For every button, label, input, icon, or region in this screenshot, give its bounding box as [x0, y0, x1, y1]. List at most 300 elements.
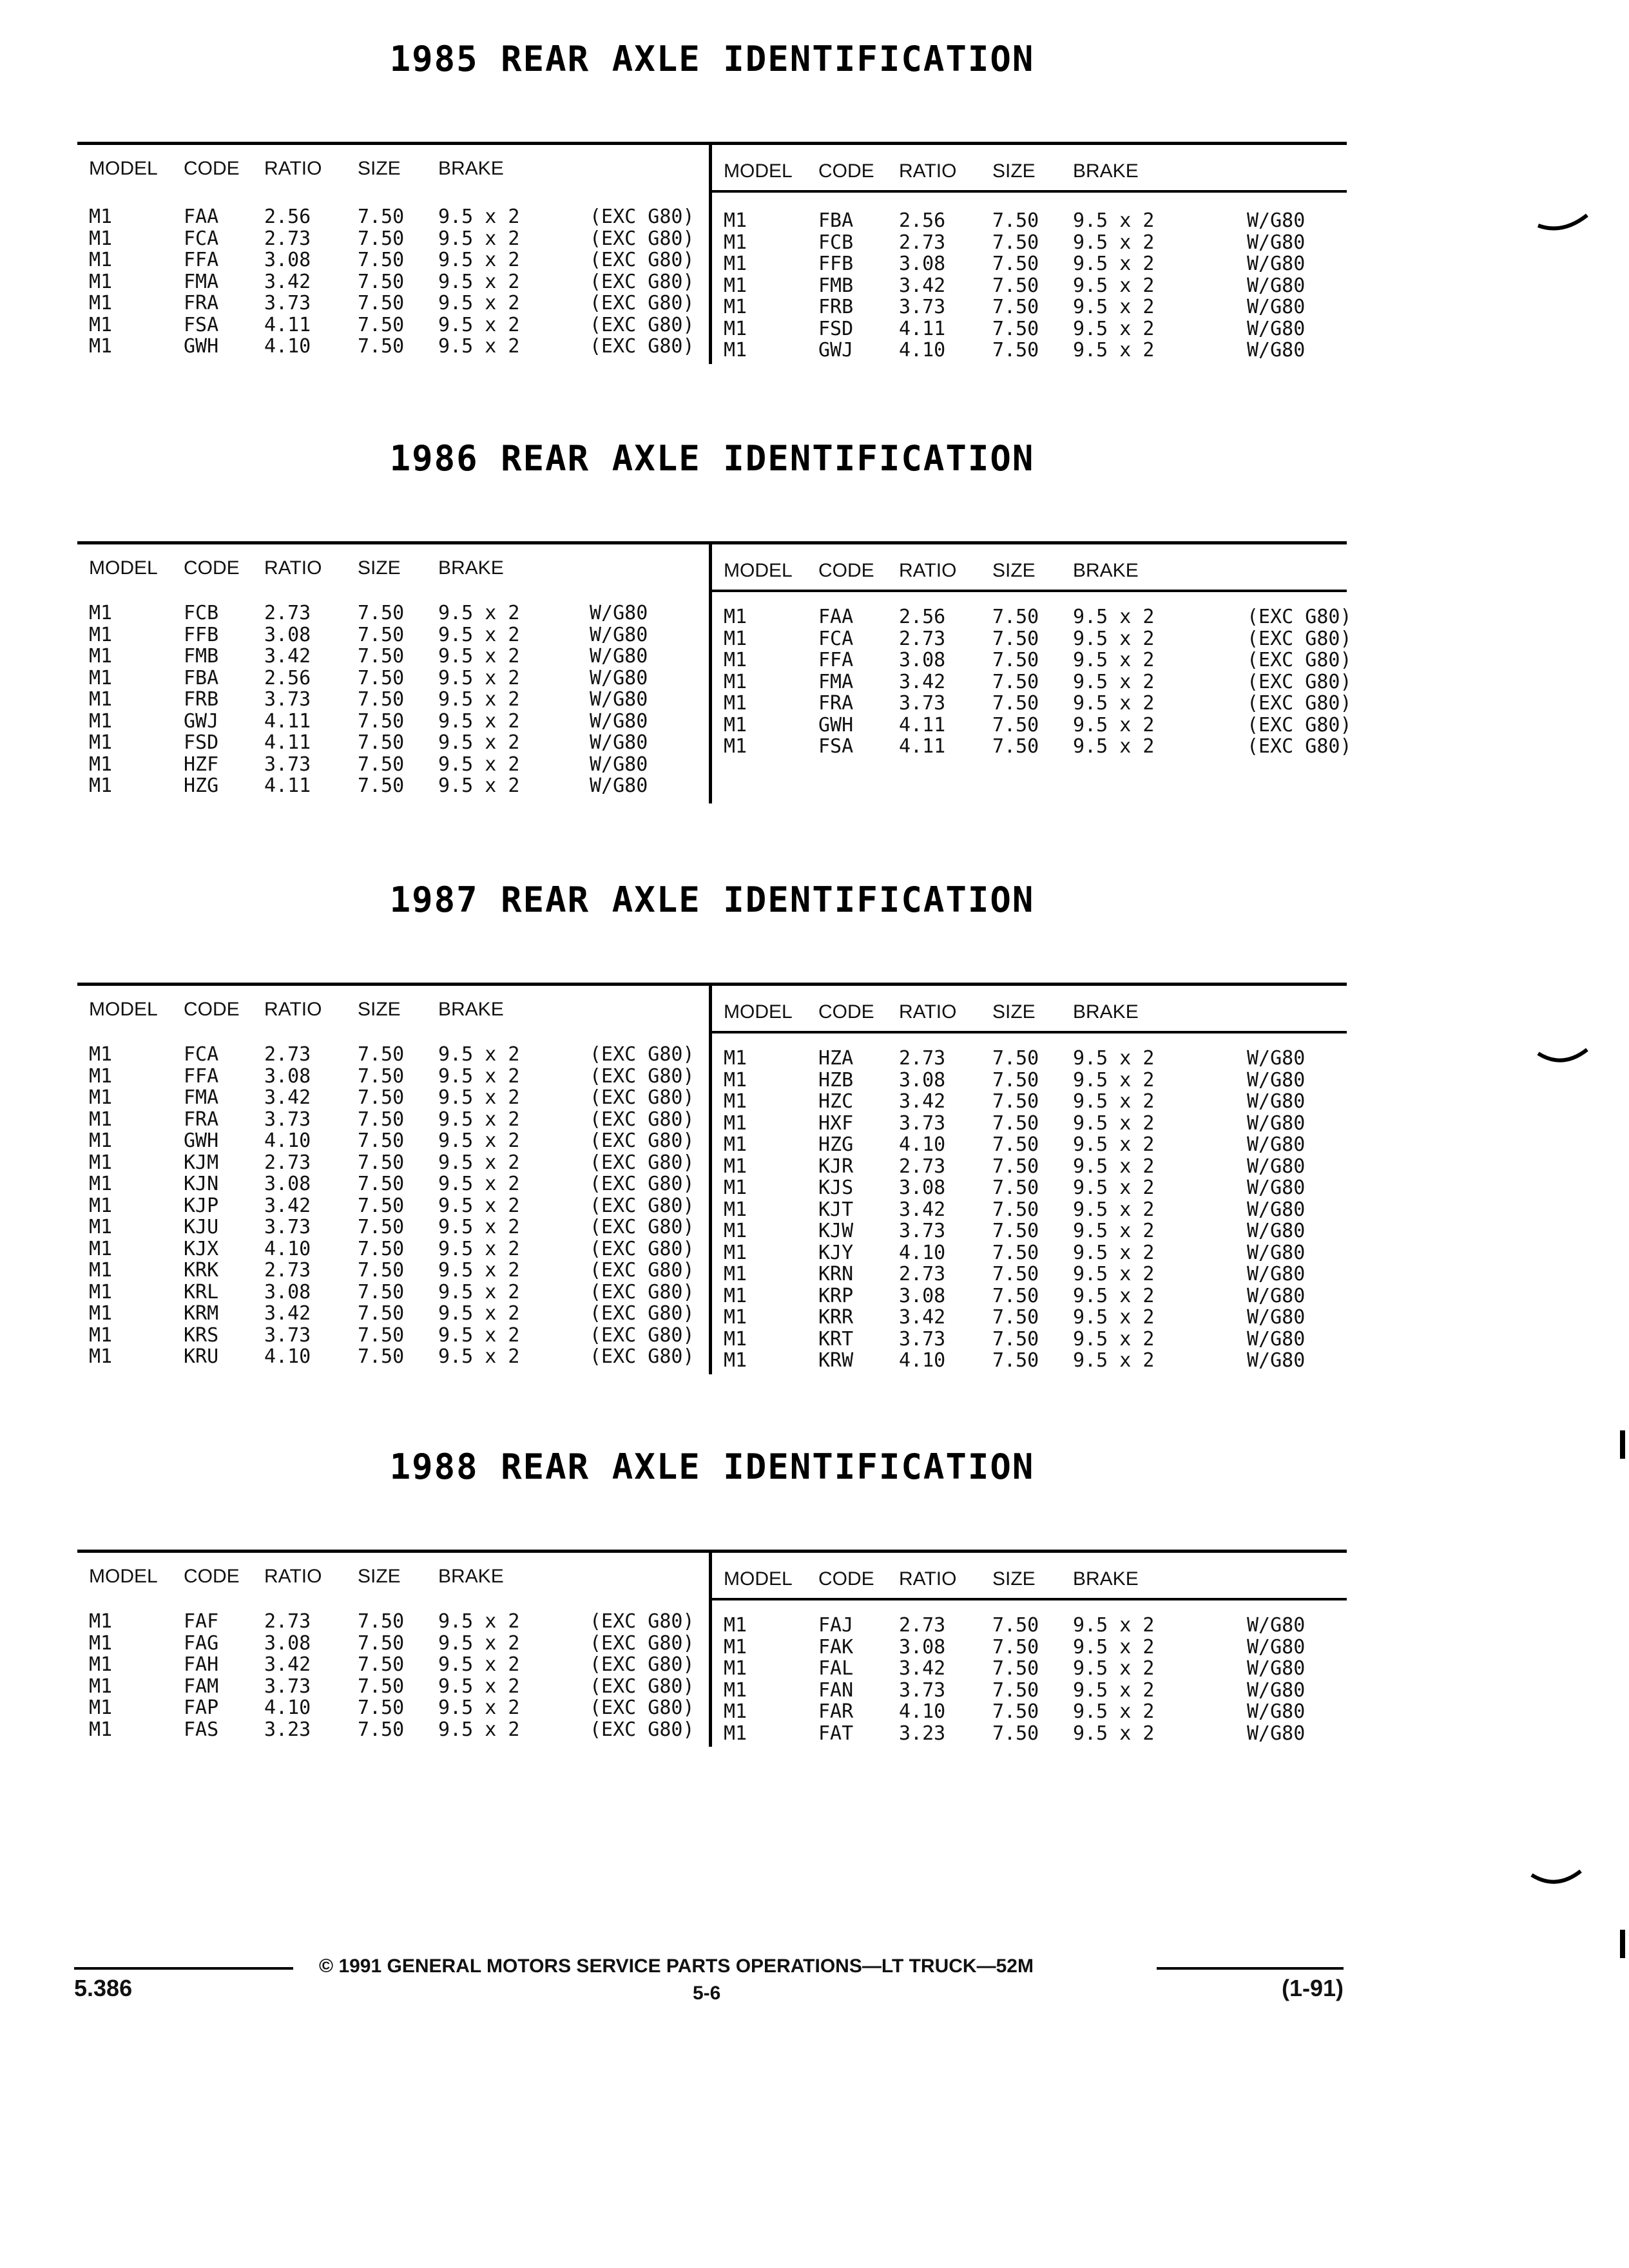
cell-note: (EXC G80): [590, 270, 695, 293]
cell-note: (EXC G80): [590, 249, 695, 271]
cell-note: (EXC G80): [590, 1323, 695, 1347]
cell-ratio: 2.73: [899, 231, 946, 254]
cell-ratio: 3.42: [264, 270, 311, 293]
cell-ratio: 4.10: [264, 1129, 311, 1152]
cell-size: 7.50: [358, 1302, 405, 1325]
header-size: SIZE: [992, 1568, 1036, 1590]
cell-model: M1: [724, 606, 747, 628]
table-row: [77, 1633, 706, 1654]
cell-size: 7.50: [358, 1610, 405, 1633]
cell-code: KRU: [184, 1345, 219, 1368]
table-row: [77, 1346, 706, 1367]
cell-size: 7.50: [992, 1722, 1039, 1745]
cell-brake: 9.5 x 2: [438, 753, 520, 776]
cell-ratio: 4.11: [264, 731, 311, 754]
cell-code: FSD: [818, 317, 854, 340]
cell-size: 7.50: [358, 206, 405, 228]
cell-ratio: 3.23: [264, 1718, 311, 1741]
cell-ratio: 2.73: [264, 1151, 311, 1174]
table-row: [77, 711, 706, 732]
cell-ratio: 4.10: [264, 1237, 311, 1260]
table-row: [712, 606, 1352, 628]
table-row: [77, 249, 706, 271]
header-brake: BRAKE: [1073, 1001, 1139, 1023]
cell-code: FMA: [818, 670, 854, 693]
table-row: [77, 1195, 706, 1216]
cell-brake: 9.5 x 2: [1073, 1068, 1155, 1091]
header-size: SIZE: [992, 1001, 1036, 1023]
cell-model: M1: [724, 274, 747, 297]
cell-note: W/G80: [590, 753, 648, 776]
cell-brake: 9.5 x 2: [1073, 735, 1155, 758]
cell-code: KJW: [818, 1220, 854, 1242]
cell-model: M1: [89, 1064, 113, 1088]
header-size: SIZE: [992, 160, 1036, 182]
header-code: CODE: [818, 1001, 874, 1023]
cell-size: 7.50: [358, 688, 405, 711]
cell-size: 7.50: [358, 709, 405, 733]
cell-ratio: 4.11: [899, 735, 946, 758]
cell-size: 7.50: [992, 1700, 1039, 1723]
cell-code: FAL: [818, 1657, 854, 1680]
cell-model: M1: [724, 1241, 747, 1264]
cell-note: (EXC G80): [590, 1610, 695, 1633]
cell-note: W/G80: [1247, 231, 1306, 254]
table-header: [77, 557, 706, 586]
table-row: [712, 1285, 1340, 1307]
cell-note: W/G80: [1247, 209, 1306, 232]
cell-model: M1: [724, 1177, 747, 1199]
cell-code: FFA: [818, 649, 854, 671]
cell-note: W/G80: [1247, 1349, 1306, 1372]
table-row: [712, 1070, 1340, 1091]
cell-size: 7.50: [358, 1216, 405, 1238]
cell-model: M1: [724, 1349, 747, 1372]
cell-code: FAG: [184, 1631, 219, 1655]
table-row: [77, 668, 706, 689]
cell-code: KJN: [184, 1173, 219, 1195]
cell-model: M1: [724, 339, 747, 361]
cell-ratio: 2.73: [264, 1259, 311, 1282]
cell-note: W/G80: [1247, 1198, 1306, 1221]
table-right-half: [712, 1446, 1340, 1769]
header-model: MODEL: [724, 1568, 793, 1590]
cell-code: FAP: [184, 1696, 219, 1719]
cell-brake: 9.5 x 2: [1073, 1111, 1155, 1135]
table-row: [712, 1723, 1340, 1744]
cell-model: M1: [89, 688, 113, 711]
cell-ratio: 3.08: [899, 1177, 946, 1199]
cell-model: M1: [724, 670, 747, 693]
cell-model: M1: [89, 1086, 113, 1109]
table-row: [77, 754, 706, 775]
header-brake: BRAKE: [1073, 160, 1139, 182]
table-row: [77, 646, 706, 667]
cell-brake: 9.5 x 2: [438, 666, 520, 689]
cell-brake: 9.5 x 2: [1073, 1177, 1155, 1199]
cell-note: W/G80: [1247, 1284, 1306, 1307]
cell-code: FRB: [184, 688, 219, 711]
copyright-text: © 1991 GENERAL MOTORS SERVICE PARTS OPERATIONS—LT TRUCK—52M: [319, 1956, 1034, 1977]
cell-ratio: 3.42: [264, 1653, 311, 1676]
header-code: CODE: [184, 999, 240, 1020]
cell-code: FSA: [184, 313, 219, 336]
cell-model: M1: [724, 1220, 747, 1242]
cell-note: (EXC G80): [1247, 606, 1352, 628]
cell-model: M1: [89, 206, 113, 228]
table-row: [77, 602, 706, 624]
table-row: [77, 271, 706, 293]
table-row: [712, 253, 1340, 274]
cell-size: 7.50: [358, 602, 405, 624]
cell-note: W/G80: [1247, 1327, 1306, 1350]
cell-model: M1: [89, 1280, 113, 1303]
cell-ratio: 3.08: [264, 1631, 311, 1655]
cell-model: M1: [89, 709, 113, 733]
cell-size: 7.50: [358, 666, 405, 689]
cell-model: M1: [724, 1111, 747, 1135]
cell-model: M1: [724, 209, 747, 232]
table-row: [77, 228, 706, 249]
table-row: [77, 624, 706, 646]
cell-size: 7.50: [358, 1259, 405, 1282]
cell-size: 7.50: [992, 1198, 1039, 1221]
table-header: [712, 1568, 1340, 1597]
table-left-half: [77, 879, 706, 1389]
cell-size: 7.50: [992, 1263, 1039, 1285]
cell-code: FFB: [184, 623, 219, 646]
cell-brake: 9.5 x 2: [1073, 1678, 1155, 1702]
cell-model: M1: [89, 1194, 113, 1217]
cell-note: (EXC G80): [1247, 692, 1352, 715]
cell-brake: 9.5 x 2: [1073, 253, 1155, 275]
header-ratio: RATIO: [264, 1566, 322, 1587]
table-row: [77, 1719, 706, 1740]
cell-size: 7.50: [358, 1086, 405, 1109]
header-size: SIZE: [358, 557, 401, 579]
cell-model: M1: [89, 335, 113, 358]
cell-size: 7.50: [358, 1280, 405, 1303]
header-model: MODEL: [724, 1001, 793, 1023]
cell-ratio: 3.08: [264, 1064, 311, 1088]
header-code: CODE: [818, 1568, 874, 1590]
table-row: [712, 649, 1352, 671]
cell-size: 7.50: [992, 339, 1039, 361]
cell-size: 7.50: [358, 1151, 405, 1174]
header-code: CODE: [818, 560, 874, 581]
header-size: SIZE: [358, 1566, 401, 1587]
cell-model: M1: [724, 296, 747, 318]
cell-note: (EXC G80): [590, 313, 695, 336]
cell-size: 7.50: [358, 249, 405, 271]
cell-note: W/G80: [590, 666, 648, 689]
cell-ratio: 3.08: [899, 1284, 946, 1307]
table-row: [712, 735, 1352, 758]
table-row: [712, 670, 1352, 693]
cell-brake: 9.5 x 2: [438, 1302, 520, 1325]
cell-note: (EXC G80): [590, 1696, 695, 1719]
cell-size: 7.50: [992, 1327, 1039, 1350]
cell-ratio: 3.73: [899, 692, 946, 715]
cell-ratio: 3.42: [264, 1194, 311, 1217]
cell-note: (EXC G80): [590, 1345, 695, 1368]
cell-note: (EXC G80): [1247, 735, 1352, 758]
table-row: [77, 732, 706, 753]
table-row: [77, 1611, 706, 1632]
cell-model: M1: [724, 692, 747, 715]
cell-ratio: 2.73: [899, 1263, 946, 1285]
cell-note: W/G80: [1247, 339, 1306, 361]
cell-code: FFB: [818, 253, 854, 275]
table-row: [712, 692, 1352, 715]
cell-ratio: 2.73: [264, 1043, 311, 1066]
header-code: CODE: [818, 160, 874, 182]
cell-code: KRR: [818, 1306, 854, 1329]
cell-brake: 9.5 x 2: [438, 1173, 520, 1195]
cell-note: W/G80: [1247, 1614, 1306, 1637]
cell-brake: 9.5 x 2: [1073, 1263, 1155, 1285]
cell-model: M1: [724, 253, 747, 275]
cell-model: M1: [89, 1151, 113, 1174]
cell-code: KRK: [184, 1259, 219, 1282]
cell-size: 7.50: [358, 1173, 405, 1195]
table-row: [77, 1130, 706, 1151]
section-title: 1988 REAR AXLE IDENTIFICATION: [389, 1446, 1035, 1487]
cell-ratio: 4.11: [264, 709, 311, 733]
table-row: [77, 336, 706, 357]
cell-note: (EXC G80): [590, 1173, 695, 1195]
table-row: [77, 314, 706, 336]
table-row: [77, 1325, 706, 1346]
cell-code: KJR: [818, 1155, 854, 1178]
cell-note: W/G80: [1247, 1306, 1306, 1329]
table-right-half: [712, 879, 1340, 1389]
cell-code: FMB: [818, 274, 854, 297]
cell-note: W/G80: [1247, 1635, 1306, 1658]
cell-code: FRA: [184, 292, 219, 314]
table-row: [77, 1238, 706, 1260]
cell-code: KRW: [818, 1349, 854, 1372]
cell-ratio: 3.42: [264, 1086, 311, 1109]
cell-brake: 9.5 x 2: [438, 1129, 520, 1152]
cell-size: 7.50: [358, 753, 405, 776]
cell-brake: 9.5 x 2: [1073, 606, 1155, 628]
cell-model: M1: [89, 1718, 113, 1741]
table-row: [712, 1350, 1340, 1371]
cell-model: M1: [89, 731, 113, 754]
cell-size: 7.50: [992, 1349, 1039, 1372]
header-brake: BRAKE: [438, 999, 504, 1020]
cell-model: M1: [89, 753, 113, 776]
cell-ratio: 3.73: [899, 296, 946, 318]
header-brake: BRAKE: [438, 158, 504, 179]
header-size: SIZE: [992, 560, 1036, 581]
table-row: [712, 210, 1340, 231]
cell-code: KJS: [818, 1177, 854, 1199]
header-ratio: RATIO: [899, 1568, 957, 1590]
cell-size: 7.50: [358, 1043, 405, 1066]
table-left-half: [77, 39, 706, 374]
cell-brake: 9.5 x 2: [1073, 670, 1155, 693]
cell-size: 7.50: [992, 231, 1039, 254]
cell-size: 7.50: [358, 623, 405, 646]
cell-size: 7.50: [992, 1133, 1039, 1156]
cell-note: (EXC G80): [590, 1675, 695, 1698]
cell-model: M1: [89, 292, 113, 314]
cell-model: M1: [724, 1306, 747, 1329]
cell-note: W/G80: [590, 688, 648, 711]
cell-model: M1: [724, 1700, 747, 1723]
header-ratio: RATIO: [899, 160, 957, 182]
cell-note: (EXC G80): [590, 1129, 695, 1152]
cell-brake: 9.5 x 2: [438, 1696, 520, 1719]
cell-model: M1: [89, 1345, 113, 1368]
cell-note: (EXC G80): [590, 206, 695, 228]
cell-code: FCA: [818, 627, 854, 650]
cell-model: M1: [89, 774, 113, 797]
table-row: [712, 713, 1352, 736]
cell-model: M1: [724, 1133, 747, 1156]
table-row: [712, 318, 1340, 340]
cell-size: 7.50: [992, 1678, 1039, 1702]
cell-brake: 9.5 x 2: [1073, 1635, 1155, 1658]
cell-model: M1: [724, 713, 747, 736]
cell-code: HZG: [184, 774, 219, 797]
cell-brake: 9.5 x 2: [1073, 1133, 1155, 1156]
cell-model: M1: [724, 1263, 747, 1285]
cell-size: 7.50: [358, 1194, 405, 1217]
table-row: [712, 1242, 1340, 1264]
page-number-center: 5-6: [693, 1983, 721, 2004]
cell-brake: 9.5 x 2: [438, 1610, 520, 1633]
cell-ratio: 3.08: [264, 623, 311, 646]
cell-model: M1: [724, 1657, 747, 1680]
table-row: [712, 1199, 1340, 1220]
table-row: [77, 775, 706, 796]
cell-ratio: 3.42: [899, 1198, 946, 1221]
cell-note: (EXC G80): [590, 1259, 695, 1282]
cell-size: 7.50: [358, 1129, 405, 1152]
cell-size: 7.50: [358, 270, 405, 293]
cell-ratio: 4.10: [899, 1349, 946, 1372]
cell-brake: 9.5 x 2: [1073, 1284, 1155, 1307]
cell-brake: 9.5 x 2: [1073, 1220, 1155, 1242]
table-row: [712, 1329, 1340, 1350]
cell-model: M1: [89, 623, 113, 646]
cell-model: M1: [724, 1047, 747, 1070]
cell-size: 7.50: [992, 670, 1039, 693]
header-size: SIZE: [358, 158, 401, 179]
table-row: [77, 1152, 706, 1173]
cell-brake: 9.5 x 2: [1073, 231, 1155, 254]
cell-code: KJP: [184, 1194, 219, 1217]
cell-code: FRA: [818, 692, 854, 715]
table-row: [77, 1260, 706, 1281]
cell-code: KJU: [184, 1216, 219, 1238]
cell-note: (EXC G80): [590, 1237, 695, 1260]
section-title: 1986 REAR AXLE IDENTIFICATION: [389, 438, 1035, 479]
cell-code: HZF: [184, 753, 219, 776]
cell-code: FFA: [184, 1064, 219, 1088]
cell-brake: 9.5 x 2: [438, 1323, 520, 1347]
table-row: [712, 1156, 1340, 1177]
cell-size: 7.50: [992, 1177, 1039, 1199]
cell-code: KJM: [184, 1151, 219, 1174]
cell-size: 7.50: [358, 645, 405, 668]
header-model: MODEL: [89, 1566, 158, 1587]
cell-model: M1: [89, 1696, 113, 1719]
cell-brake: 9.5 x 2: [438, 1194, 520, 1217]
cell-note: (EXC G80): [590, 1653, 695, 1676]
cell-model: M1: [724, 1068, 747, 1091]
table-row: [712, 232, 1340, 253]
cell-ratio: 3.08: [264, 1280, 311, 1303]
cell-model: M1: [89, 227, 113, 250]
cell-code: FCB: [184, 602, 219, 624]
cell-ratio: 4.10: [264, 1696, 311, 1719]
cell-size: 7.50: [992, 1090, 1039, 1113]
cell-size: 7.50: [358, 1108, 405, 1131]
cell-ratio: 4.11: [899, 317, 946, 340]
cell-brake: 9.5 x 2: [438, 688, 520, 711]
cell-brake: 9.5 x 2: [438, 313, 520, 336]
cell-code: KRS: [184, 1323, 219, 1347]
cell-note: (EXC G80): [590, 292, 695, 314]
cell-note: (EXC G80): [590, 1302, 695, 1325]
cell-brake: 9.5 x 2: [1073, 1047, 1155, 1070]
cell-size: 7.50: [992, 317, 1039, 340]
cell-size: 7.50: [358, 227, 405, 250]
cell-code: GWJ: [184, 709, 219, 733]
table-row: [77, 1676, 706, 1697]
table-row: [712, 1134, 1340, 1155]
cell-model: M1: [724, 1090, 747, 1113]
cell-brake: 9.5 x 2: [1073, 1349, 1155, 1372]
table-row: [712, 1113, 1340, 1134]
cell-brake: 9.5 x 2: [438, 1151, 520, 1174]
table-right-half: [712, 39, 1340, 374]
table-header: [712, 1001, 1340, 1030]
cell-brake: 9.5 x 2: [438, 1216, 520, 1238]
cell-note: W/G80: [1247, 1068, 1306, 1091]
cell-code: FAS: [184, 1718, 219, 1741]
header-ratio: RATIO: [264, 999, 322, 1020]
cell-size: 7.50: [992, 209, 1039, 232]
header-brake: BRAKE: [1073, 1568, 1139, 1590]
cell-size: 7.50: [992, 1111, 1039, 1135]
cell-ratio: 4.10: [899, 339, 946, 361]
cell-ratio: 4.10: [899, 1133, 946, 1156]
cell-code: FCA: [184, 227, 219, 250]
cell-note: W/G80: [1247, 1047, 1306, 1070]
cell-ratio: 3.42: [899, 1657, 946, 1680]
cell-brake: 9.5 x 2: [1073, 627, 1155, 650]
cell-model: M1: [89, 1675, 113, 1698]
cell-note: (EXC G80): [590, 1043, 695, 1066]
cell-brake: 9.5 x 2: [1073, 1198, 1155, 1221]
cell-ratio: 3.73: [899, 1220, 946, 1242]
section-title: 1987 REAR AXLE IDENTIFICATION: [389, 879, 1035, 920]
cell-ratio: 3.08: [899, 253, 946, 275]
cell-note: (EXC G80): [590, 1064, 695, 1088]
cell-brake: 9.5 x 2: [438, 1108, 520, 1131]
cell-brake: 9.5 x 2: [1073, 713, 1155, 736]
cell-ratio: 3.42: [264, 645, 311, 668]
cell-note: W/G80: [1247, 1177, 1306, 1199]
cell-model: M1: [724, 627, 747, 650]
table-row: [712, 1307, 1340, 1328]
header-ratio: RATIO: [899, 1001, 957, 1023]
